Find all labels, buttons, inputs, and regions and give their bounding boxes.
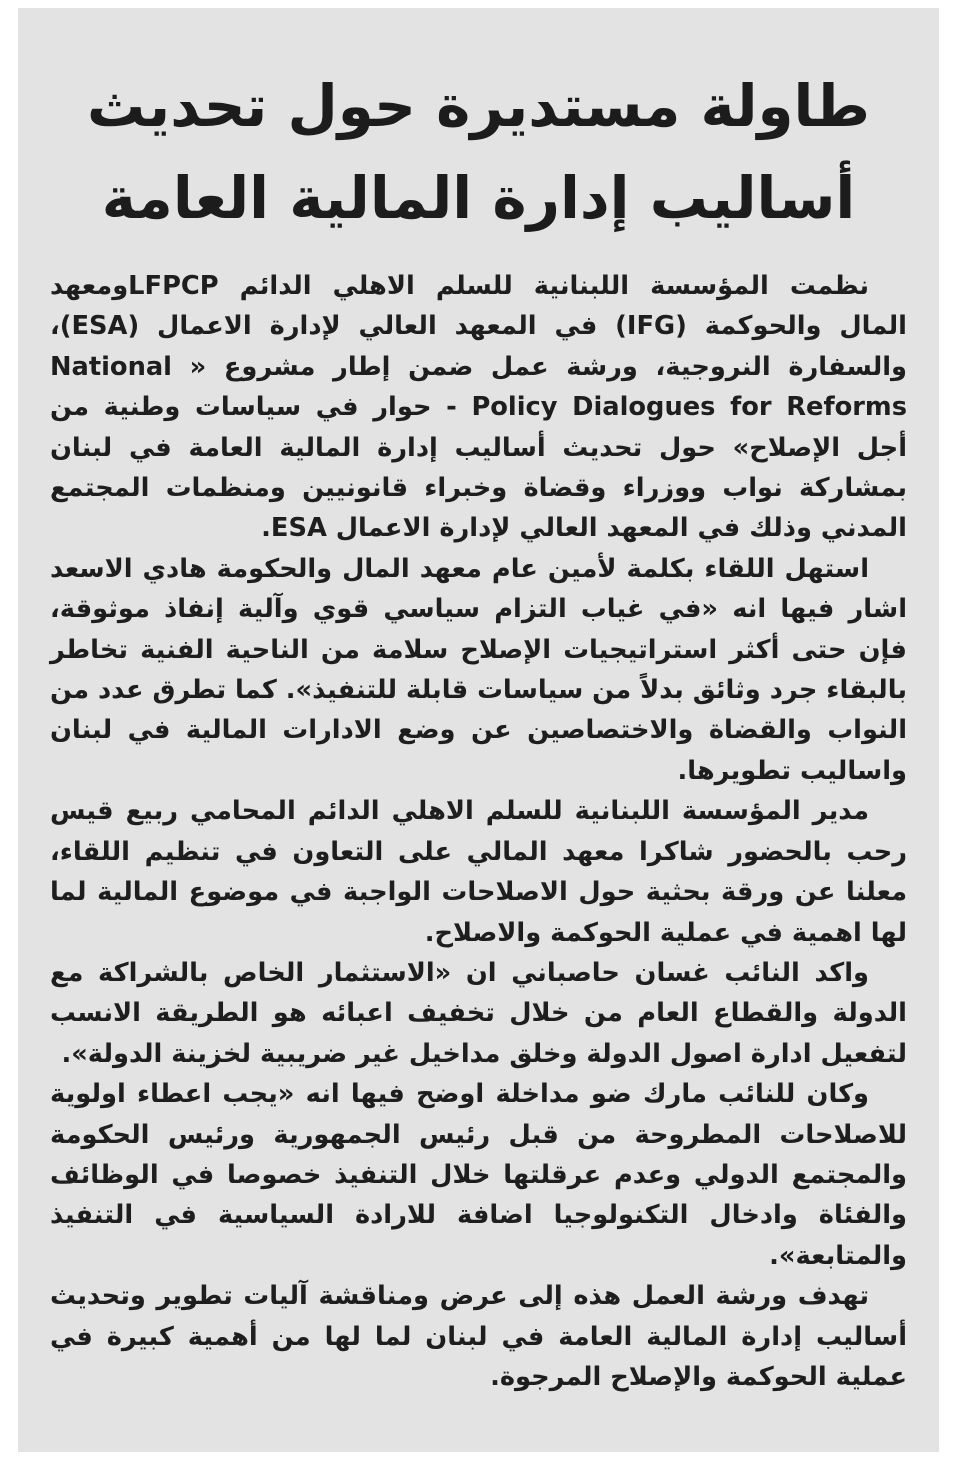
article-headline: [50, 60, 907, 244]
article-paragraph: تهدف ورشة العمل هذه إلى عرض ومناقشة آليات تطوير وتحديث أساليب إدارة المالية العامة في لبنان لما لها من أهمية كبيرة في عملية الحوكمة والإصلاح المرجوة.: [50, 1281, 907, 1392]
article-paragraph: استهل اللقاء بكلمة لأمين عام معهد المال والحكومة هادي الاسعد اشار فيها انه «في غياب التزام سياسي قوي وآلية إنفاذ موثوقة، فإن حتى أكثر استراتيجيات الإصلاح سلامة من الناحية الفنية تخاطر بالبقاء جرد وثائق بدلاً من سياسات قابلة للتنفيذ». كما تطرق عدد من النواب والقضاة والاختصاصين عن وضع الادارات المالية في لبنان واساليب تطويرها.: [50, 553, 907, 786]
headline-line-2: أساليب إدارة المالية العامة: [101, 164, 856, 232]
article-paragraph: وكان للنائب مارك ضو مداخلة اوضح فيها انه «يجب اعطاء اولوية للاصلاحات المطروحة من قبل رئيس الجمهورية ورئيس الحكومة والمجتمع الدولي وعدم عرقلتها خلال التنفيذ خصوصا في الوظائف والفئاة وادخال التكنولوجيا اضافة للارادة السياسية في التنفيذ والمتابعة».: [50, 1079, 907, 1271]
headline-line-1: طاولة مستديرة حول تحديث: [87, 72, 870, 140]
article-paragraph: نظمت المؤسسة اللبنانية للسلم الاهلي الدائم LFPCPومعهد المال والحوكمة (IFG) في المعهد العالي لإدارة الاعمال (ESA)، والسفارة النروجية، ورشة عمل ضمن إطار مشروع « National Policy Dialogues for Reforms - حوار في سياسات وطنية من أجل الإصلاح» حول تحديث أساليب إدارة المالية العامة في لبنان بمشاركة نواب ووزراء وقضاة وخبراء قانونيين ومنظمات المجتمع المدني وذلك في المعهد العالي لإدارة الاعمال ESA.: [50, 271, 907, 544]
newspaper-clipping: [18, 8, 939, 1452]
article-paragraph: مدير المؤسسة اللبنانية للسلم الاهلي الدائم المحامي ربيع قيس رحب بالحضور شاكرا معهد المالي على التعاون في تنظيم اللقاء، معلنا عن ورقة بحثية حول الاصلاحات الواجبة في موضوع المالية لما لها اهمية في عملية الحوكمة والاصلاح.: [50, 796, 907, 948]
article-paragraph: واكد النائب غسان حاصباني ان «الاستثمار الخاص بالشراكة مع الدولة والقطاع العام من خلال تخفيف اعبائه هو الطريقة الانسب لتفعيل ادارة اصول الدولة وخلق مداخيل غير ضريبية لخزينة الدولة».: [50, 957, 907, 1069]
article-body: [50, 266, 907, 1397]
